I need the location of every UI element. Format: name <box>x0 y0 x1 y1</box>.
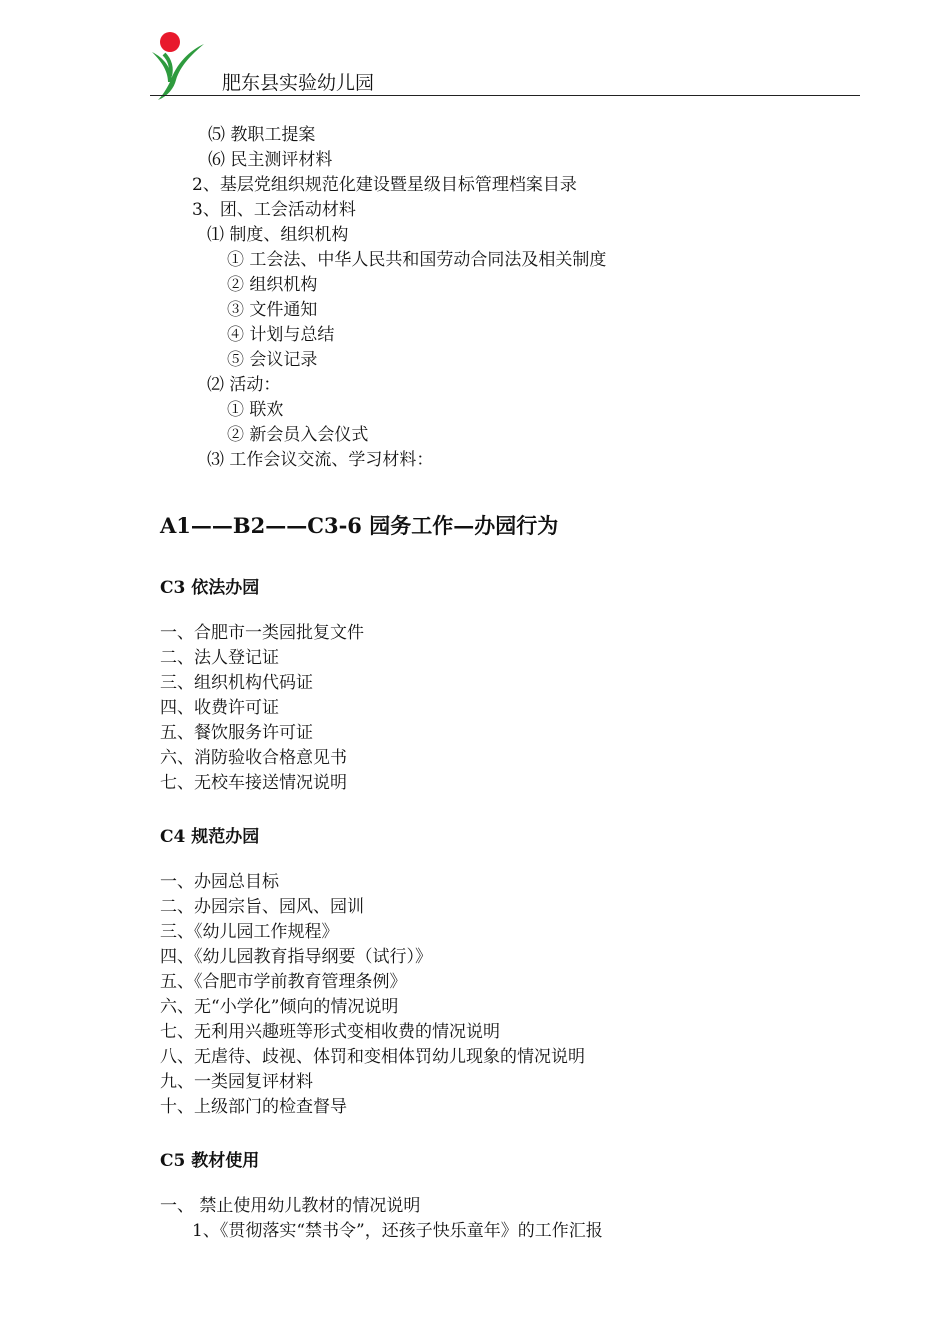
list-item: 1、《贯彻落实“禁书令”，还孩子快乐童年》的工作汇报 <box>192 1221 603 1241</box>
section-title-c4: C4 规范办园 <box>160 827 260 847</box>
list-item: ② 新会员入会仪式 <box>227 425 369 445</box>
list-item: 三、《幼儿园工作规程》 <box>160 922 339 942</box>
list-item: ⑸ 教职工提案 <box>208 125 316 145</box>
list-item: ⑴ 制度、组织机构 <box>207 225 349 245</box>
list-item: 3、团、工会活动材料 <box>192 200 356 220</box>
list-item: 五、餐饮服务许可证 <box>160 723 313 743</box>
list-item: ② 组织机构 <box>227 275 318 295</box>
school-logo-icon <box>150 30 206 100</box>
list-item: 三、组织机构代码证 <box>160 673 313 693</box>
list-item: 七、无校车接送情况说明 <box>160 773 347 793</box>
list-item: ⑹ 民主测评材料 <box>208 150 333 170</box>
list-item: 九、一类园复评材料 <box>160 1072 313 1092</box>
section-title-c3: C3 依法办园 <box>160 578 260 598</box>
list-item: 一、合肥市一类园批复文件 <box>160 623 364 643</box>
list-item: 六、消防验收合格意见书 <box>160 748 347 768</box>
list-item: ① 工会法、中华人民共和国劳动合同法及相关制度 <box>227 250 607 270</box>
list-item: ④ 计划与总结 <box>227 325 335 345</box>
list-item: 七、无利用兴趣班等形式变相收费的情况说明 <box>160 1022 500 1042</box>
list-item: ⑵ 活动： <box>207 375 281 395</box>
list-item: 二、办园宗旨、园风、园训 <box>160 897 364 917</box>
list-item: 一、办园总目标 <box>160 872 279 892</box>
section-title-c5: C5 教材使用 <box>160 1151 260 1171</box>
list-item: 八、无虐待、歧视、体罚和变相体罚幼儿现象的情况说明 <box>160 1047 585 1067</box>
main-heading: A1——B2——C3-6 园务工作—办园行为 <box>160 513 559 538</box>
list-item: ⑤ 会议记录 <box>227 350 318 370</box>
list-item: 六、无“小学化”倾向的情况说明 <box>160 997 399 1017</box>
list-item: ③ 文件通知 <box>227 300 318 320</box>
list-item: 一、 禁止使用幼儿教材的情况说明 <box>160 1196 421 1216</box>
list-item: 五、《合肥市学前教育管理条例》 <box>160 972 407 992</box>
list-item: 四、《幼儿园教育指导纲要（试行）》 <box>160 947 432 967</box>
list-item: 十、上级部门的检查督导 <box>160 1097 347 1117</box>
list-item: 2、基层党组织规范化建设暨星级目标管理档案目录 <box>192 175 577 195</box>
list-item: ⑶ 工作会议交流、学习材料： <box>207 450 434 470</box>
list-item: 四、收费许可证 <box>160 698 279 718</box>
page-header <box>150 30 860 100</box>
list-item: 二、法人登记证 <box>160 648 279 668</box>
header-divider <box>150 95 860 96</box>
list-item: ① 联欢 <box>227 400 284 420</box>
school-name: 肥东县实验幼儿园 <box>222 72 375 94</box>
